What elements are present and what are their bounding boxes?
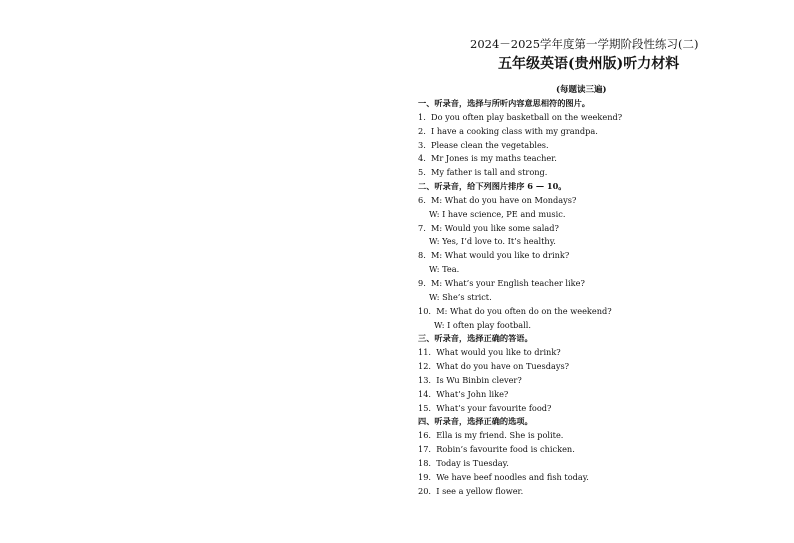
list-item: 11. What would you like to drink? <box>418 347 561 358</box>
dialog-line-m: 7. M: Would you like some salad? <box>418 222 559 233</box>
list-item: 5. My father is tall and strong. <box>418 167 548 178</box>
section-heading-3: 三、听录音，选择正确的答语。 <box>418 333 533 344</box>
list-item: 4. Mr Jones is my maths teacher. <box>418 153 557 164</box>
list-item: 13. Is Wu Binbin clever? <box>418 374 522 385</box>
section-heading-4: 四、听录音，选择正确的选项。 <box>418 416 533 427</box>
dialog-line-w: W: Yes, I’d love to. It’s healthy. <box>429 236 556 247</box>
section-heading-2: 二、听录音，给下列图片排序 6 — 10。 <box>418 181 567 192</box>
dialog-line-w: W: Tea. <box>429 264 460 275</box>
list-item: 15. What’s your favourite food? <box>418 402 552 413</box>
list-item: 18. Today is Tuesday. <box>418 457 509 468</box>
section-heading-1: 一、听录音，选择与所听内容意思相符的图片。 <box>418 98 590 108</box>
list-item: 3. Please clean the vegetables. <box>418 139 549 150</box>
list-item: 1. Do you often play basketball on the weekend? <box>418 111 623 122</box>
list-item: 19. We have beef noodles and fish today. <box>418 471 589 482</box>
reading-note: (每题读三遍) <box>556 85 607 95</box>
dialog-line-m: 9. M: What’s your English teacher like? <box>418 277 585 288</box>
document-title-line1: 2024－2025学年度第一学期阶段性练习(二) <box>470 37 699 51</box>
list-item: 16. Ella is my friend. She is polite. <box>418 430 564 441</box>
list-item: 20. I see a yellow flower. <box>418 485 524 496</box>
list-item: 2. I have a cooking class with my grandpa. <box>418 125 598 136</box>
dialog-line-m: 6. M: What do you have on Mondays? <box>418 194 577 205</box>
dialog-line-m: 8. M: What would you like to drink? <box>418 250 570 261</box>
dialog-line-w: W: I have science, PE and music. <box>429 208 566 219</box>
dialog-line-w: W: She’s strict. <box>429 291 492 302</box>
dialog-line-m: 10. M: What do you often do on the weekend? <box>418 305 612 316</box>
list-item: 17. Robin’s favourite food is chicken. <box>418 444 575 455</box>
list-item: 14. What’s John like? <box>418 388 509 399</box>
dialog-line-w: W: I often play football. <box>434 319 531 330</box>
listening-script <box>418 97 788 498</box>
list-item: 12. What do you have on Tuesdays? <box>418 361 570 372</box>
document-title-line2: 五年级英语(贵州版)听力材料 <box>498 56 680 72</box>
